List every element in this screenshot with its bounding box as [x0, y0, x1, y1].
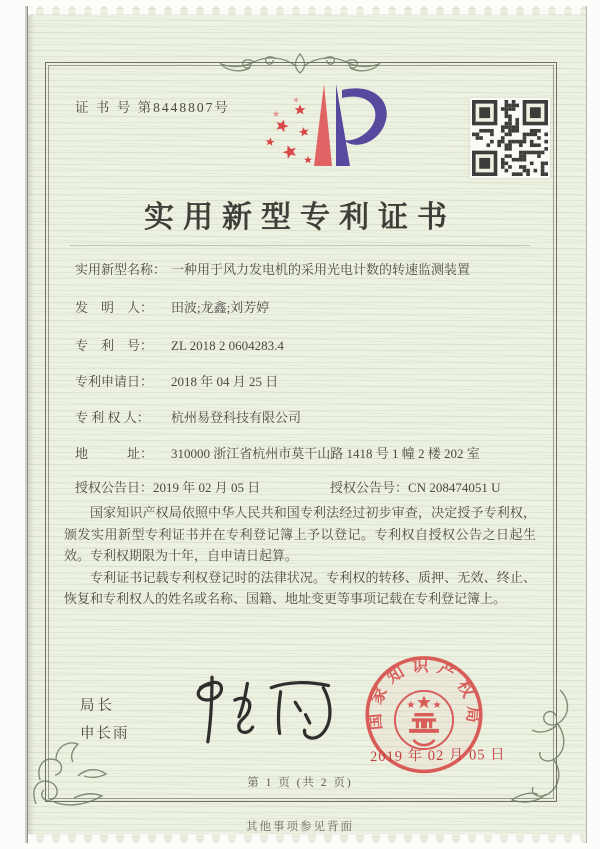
director-title: 局长 [80, 698, 115, 714]
paper-serrated-edge-top [28, 6, 586, 15]
title-divider [70, 245, 530, 246]
field-row-address [75, 443, 555, 462]
back-side-note: 其他事项参见背面 [246, 821, 354, 833]
grant-date-value: 2019 年 02 月 05 日 [153, 480, 261, 495]
field-label: 实用新型名称： [75, 262, 167, 277]
field-value: 一种用于风力发电机的采用光电计数的转速监测装置 [171, 262, 471, 277]
certificate-title: 实用新型专利证书 [144, 201, 456, 234]
field-row-filing-date [75, 371, 555, 390]
field-row-inventors [75, 297, 555, 316]
qr-code [470, 98, 550, 178]
field-label: 发 明 人： [75, 300, 154, 315]
field-value: 2018 年 04 月 25 日 [171, 374, 279, 389]
seal-date: 2019 年 02 月 05 日 [369, 746, 506, 766]
grant-date-label: 授权公告日： [75, 480, 154, 495]
certificate-number: 证 书 号 第8448807号 [75, 100, 230, 115]
grant-number-value: CN 208474051 U [408, 480, 501, 495]
field-value: 田波;龙鑫;刘芳婷 [171, 300, 270, 315]
seal-agency-text: 国家知识产权局 [364, 656, 484, 731]
field-label: 专 利 号： [75, 338, 154, 353]
director-signature-autograph [186, 670, 342, 750]
field-label: 地 址： [75, 446, 154, 461]
field-label: 专利申请日： [75, 374, 154, 389]
field-label: 专 利 权 人： [75, 410, 150, 425]
qr-code-pattern [472, 100, 548, 176]
body-paragraph-1: 国家知识产权局依照中华人民共和国专利法经过初步审查，决定授予专利权，颁发实用新型专利证书并在专利登记簿上予以登记。专利权自授权公告之日起生效。专利权期限为十年，自申请日起算。 [64, 505, 536, 563]
body-paragraph-2: 专利证书记载专利权登记时的法律状况。专利权的转移、质押、无效、终止、恢复和专利权人的姓名或名称、国籍、地址变更等事项记载在专利登记簿上。 [64, 569, 536, 606]
field-row-patent-number [75, 335, 555, 354]
director-name: 申长雨 [80, 726, 130, 742]
grant-number-label: 授权公告号： [330, 480, 409, 495]
field-value: 杭州易登科技有限公司 [171, 410, 302, 425]
certificate-body [64, 502, 536, 610]
field-value: 310000 浙江省杭州市莫干山路 1418 号 1 幢 2 楼 202 室 [171, 446, 480, 461]
field-value: ZL 2018 2 0604283.4 [171, 338, 284, 353]
cnipa-logo-icon [238, 70, 398, 182]
field-row-grant [75, 477, 555, 496]
field-row-name [75, 259, 555, 278]
paper-serrated-edge-bottom [28, 834, 586, 843]
field-row-patentee [75, 407, 555, 426]
certificate-paper [28, 6, 586, 843]
page-number: 第 1 页 (共 2 页) [247, 777, 353, 789]
